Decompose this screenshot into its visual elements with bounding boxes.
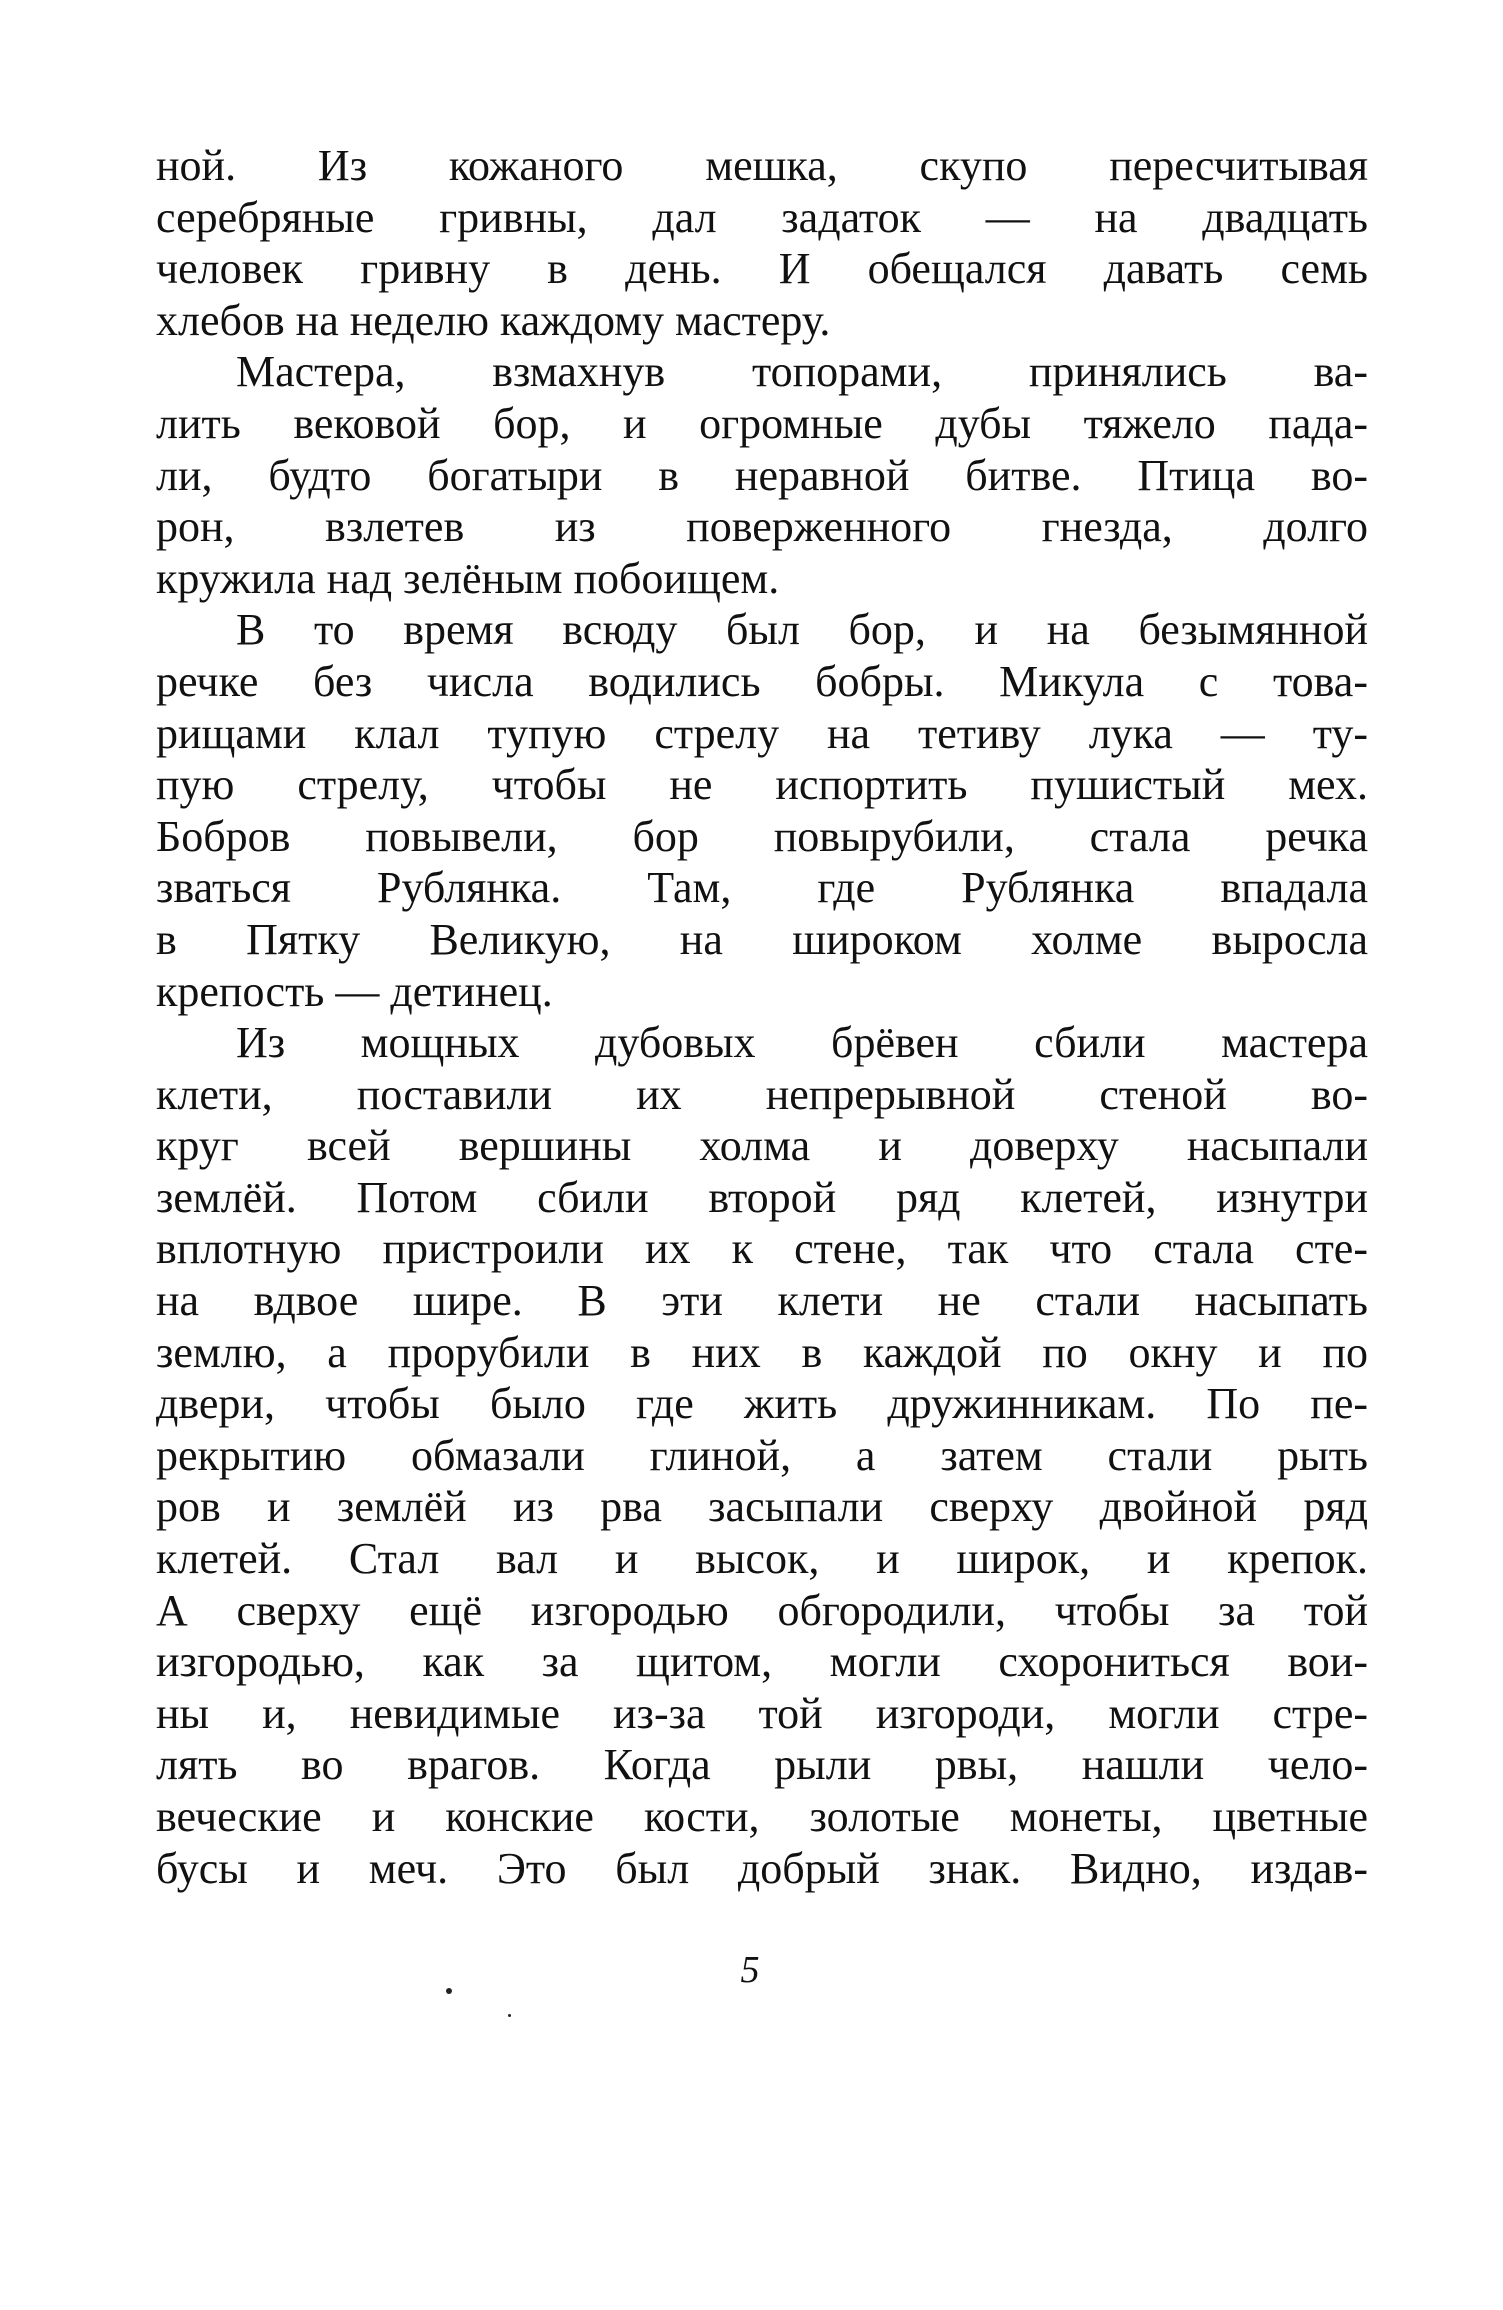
- text-line: кружила над зелёным побоищем.: [156, 553, 780, 603]
- text-line: клетей. Стал вал и высок, и широк, и крепок.: [156, 1534, 1368, 1584]
- text-line: человек гривну в день. И обещался давать семь: [156, 244, 1368, 294]
- text-line: на вдвое шире. В эти клети не стали насыпать: [156, 1276, 1368, 1326]
- print-speck: [446, 1988, 452, 1994]
- text-line: зваться Рублянка. Там, где Рублянка впадала: [156, 863, 1368, 913]
- text-line: А сверху ещё изгородью обгородили, чтобы за той: [156, 1585, 1368, 1635]
- text-line: речке без числа водились бобры. Микула с това-: [156, 656, 1368, 706]
- text-line: двери, чтобы было где жить дружинникам. По пе-: [156, 1379, 1368, 1429]
- text-line: веческие и конские кости, золотые монеты, цветные: [156, 1792, 1368, 1841]
- text-line: рон, взлетев из поверженного гнезда, долго: [156, 502, 1368, 552]
- text-line: ны и, невидимые из-за той изгороди, могли стре-: [156, 1688, 1368, 1738]
- text-line: бусы и меч. Это был добрый знак. Видно, издав-: [156, 1843, 1368, 1893]
- text-line: вплотную пристроили их к стене, так что стала сте-: [156, 1224, 1368, 1274]
- text-line: в Пятку Великую, на широком холме выросла: [156, 914, 1368, 964]
- text-line: ров и землёй из рва засыпали сверху двойной ряд: [156, 1482, 1368, 1532]
- text-line: землёй. Потом сбили второй ряд клетей, изнутри: [156, 1172, 1368, 1222]
- text-line: крепость — детинец.: [156, 966, 553, 1016]
- text-line: круг всей вершины холма и доверху насыпали: [156, 1121, 1368, 1171]
- text-line: лить вековой бор, и огромные дубы тяжело пада-: [156, 398, 1368, 448]
- text-line: рекрытию обмазали глиной, а затем стали рыть: [156, 1430, 1368, 1480]
- text-line: ли, будто богатыри в неравной битве. Птица во-: [156, 450, 1368, 500]
- print-speck: [508, 2014, 511, 2017]
- text-line: ной. Из кожаного мешка, скупо пересчитывая: [156, 141, 1368, 190]
- text-line: лять во врагов. Когда рыли рвы, нашли чело-: [156, 1740, 1368, 1790]
- text-line: В то время всюду был бор, и на безымянной: [236, 605, 1368, 655]
- page-number: 5: [740, 1949, 760, 1991]
- text-line: пую стрелу, чтобы не испортить пушистый мех.: [156, 760, 1368, 810]
- text-line: Мастера, взмахнув топорами, принялись ва-: [236, 347, 1368, 397]
- body-text: [156, 140, 1368, 1894]
- text-line: Из мощных дубовых брёвен сбили мастера: [236, 1018, 1368, 1068]
- text-line: хлебов на неделю каждому мастеру.: [156, 295, 831, 345]
- text-line: клети, поставили их непрерывной стеной во-: [156, 1069, 1368, 1119]
- text-line: серебряные гривны, дал задаток — на двадцать: [156, 192, 1368, 242]
- text-line: землю, а прорубили в них в каждой по окну и по: [156, 1327, 1368, 1377]
- text-line: рищами клал тупую стрелу на тетиву лука — ту-: [156, 708, 1368, 758]
- text-line: Бобров повывели, бор повырубили, стала речка: [156, 811, 1368, 861]
- text-line: изгородью, как за щитом, могли схорониться вои-: [156, 1637, 1368, 1687]
